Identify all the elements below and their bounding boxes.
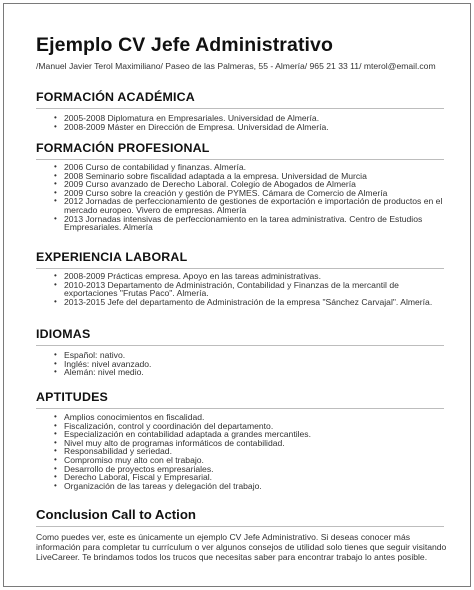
list-item: • 2013-2015 Jefe del departamento de Administración de la empresa "Sánchez Carvajal". Almería. xyxy=(54,296,433,307)
bullet-icon: • xyxy=(54,437,57,447)
bullet-icon: • xyxy=(54,196,57,206)
bullet-icon: • xyxy=(54,463,57,473)
list-formacion-academica xyxy=(54,114,446,131)
list-item: • Fiscalización, control y coordinación del departamento. xyxy=(54,420,274,431)
section-divider xyxy=(36,526,444,527)
bullet-icon: • xyxy=(54,446,57,456)
cv-page xyxy=(3,3,471,587)
bullet-icon: • xyxy=(54,420,57,430)
list-item: • Compromiso muy alto con el trabajo. xyxy=(54,454,204,465)
section-title-aptitudes: APTITUDES xyxy=(36,390,109,404)
list-item: • Organización de las tareas y delegación del trabajo. xyxy=(54,480,262,491)
conclusion-paragraph: Como puedes ver, este es únicamente un ejemplo CV Jefe Administrativo. Si deseas conocer más información para completar tu currículum o ver algunos consejos de utilidad solo tienes que seguir visitando LiveCareer. Te brindamos todos los trucos que necesitas saber para encontrar trabajo lo antes posible. xyxy=(36,532,447,563)
list-item: • Especialización en contabilidad adaptada a grandes mercantiles. xyxy=(54,429,311,440)
bullet-icon: • xyxy=(54,179,57,189)
list-item: • 2013 Jornadas intensivas de perfeccionamiento en la tarea administrativa. Centro de Estudios Empresariales. Almería xyxy=(54,213,423,233)
list-item: • Responsabilidad y seriedad. xyxy=(54,446,172,457)
list-item: • Inglés: nivel avanzado. xyxy=(54,358,152,369)
bullet-icon: • xyxy=(54,296,57,306)
bullet-icon: • xyxy=(54,213,57,223)
list-item: • 2012 Jornadas de perfeccionamiento de gestiones de exportación e importación de productos en el mercado europeo. Vivero de empresas. Almería xyxy=(54,196,443,215)
bullet-icon: • xyxy=(54,121,57,131)
bullet-icon: • xyxy=(54,113,57,122)
list-formacion-profesional xyxy=(54,163,446,232)
section-divider xyxy=(36,345,444,346)
bullet-icon: • xyxy=(54,412,57,421)
list-item: • 2010-2013 Departamento de Administración, Contabilidad y Finanzas de la mercantil de exportaciones "Frutas Paco". Almería. xyxy=(54,279,399,299)
list-idiomas xyxy=(54,351,446,377)
section-title-idiomas: IDIOMAS xyxy=(36,327,91,341)
section-divider xyxy=(36,159,444,160)
bullet-icon: • xyxy=(54,279,57,289)
list-item: • 2005-2008 Diplomatura en Empresariales. Universidad de Almería. xyxy=(54,113,320,123)
contact-line: /Manuel Javier Terol Maximiliano/ Paseo de las Palmeras, 55 - Almería/ 965 21 33 11/ mterol@email.com xyxy=(36,61,436,71)
section-title-experiencia-laboral: EXPERIENCIA LABORAL xyxy=(36,250,188,264)
list-item: • 2009 Curso avanzado de Derecho Laboral. Colegio de Abogados de Almería xyxy=(54,179,356,190)
list-item: • Amplios conocimientos en fiscalidad. xyxy=(54,412,205,422)
list-item: • Desarrollo de proyectos empresariales. xyxy=(54,463,214,474)
list-item: • 2008 Seminario sobre fiscalidad adaptada a la empresa. Universidad de Murcia xyxy=(54,170,367,181)
list-item: • Alemán: nivel medio. xyxy=(54,367,144,378)
bullet-icon: • xyxy=(54,472,57,482)
section-divider xyxy=(36,408,444,409)
bullet-icon: • xyxy=(54,170,57,180)
list-item: • 2008-2009 Prácticas empresa. Apoyo en las tareas administrativas. xyxy=(54,271,321,281)
list-item: • Derecho Laboral, Fiscal y Empresarial. xyxy=(54,472,213,483)
section-title-conclusion: Conclusion Call to Action xyxy=(36,507,196,522)
list-item: • 2006 Curso de contabilidad y finanzas. Almería. xyxy=(54,162,247,172)
list-aptitudes xyxy=(54,413,446,490)
section-divider xyxy=(36,268,444,269)
list-item: • Nivel muy alto de programas informáticos de contabilidad. xyxy=(54,437,285,448)
bullet-icon: • xyxy=(54,358,57,368)
bullet-icon: • xyxy=(54,187,57,197)
bullet-icon: • xyxy=(54,429,57,439)
bullet-icon: • xyxy=(54,454,57,464)
section-title-formacion-academica: FORMACIÓN ACADÉMICA xyxy=(36,90,195,104)
bullet-icon: • xyxy=(54,162,57,171)
list-item: • 2008-2009 Máster en Dirección de Empresa. Universidad de Almería. xyxy=(54,121,329,132)
page-title: Ejemplo CV Jefe Administrativo xyxy=(36,34,334,56)
section-title-formacion-profesional: FORMACIÓN PROFESIONAL xyxy=(36,141,210,155)
bullet-icon: • xyxy=(54,480,57,490)
list-item: • Español: nativo. xyxy=(54,350,126,360)
bullet-icon: • xyxy=(54,350,57,359)
bullet-icon: • xyxy=(54,367,57,377)
bullet-icon: • xyxy=(54,271,57,280)
list-item: • 2009 Curso sobre la creación y gestión de PYMES. Cámara de Comercio de Almería xyxy=(54,187,388,198)
section-divider xyxy=(36,108,444,109)
list-experiencia-laboral xyxy=(54,272,446,306)
